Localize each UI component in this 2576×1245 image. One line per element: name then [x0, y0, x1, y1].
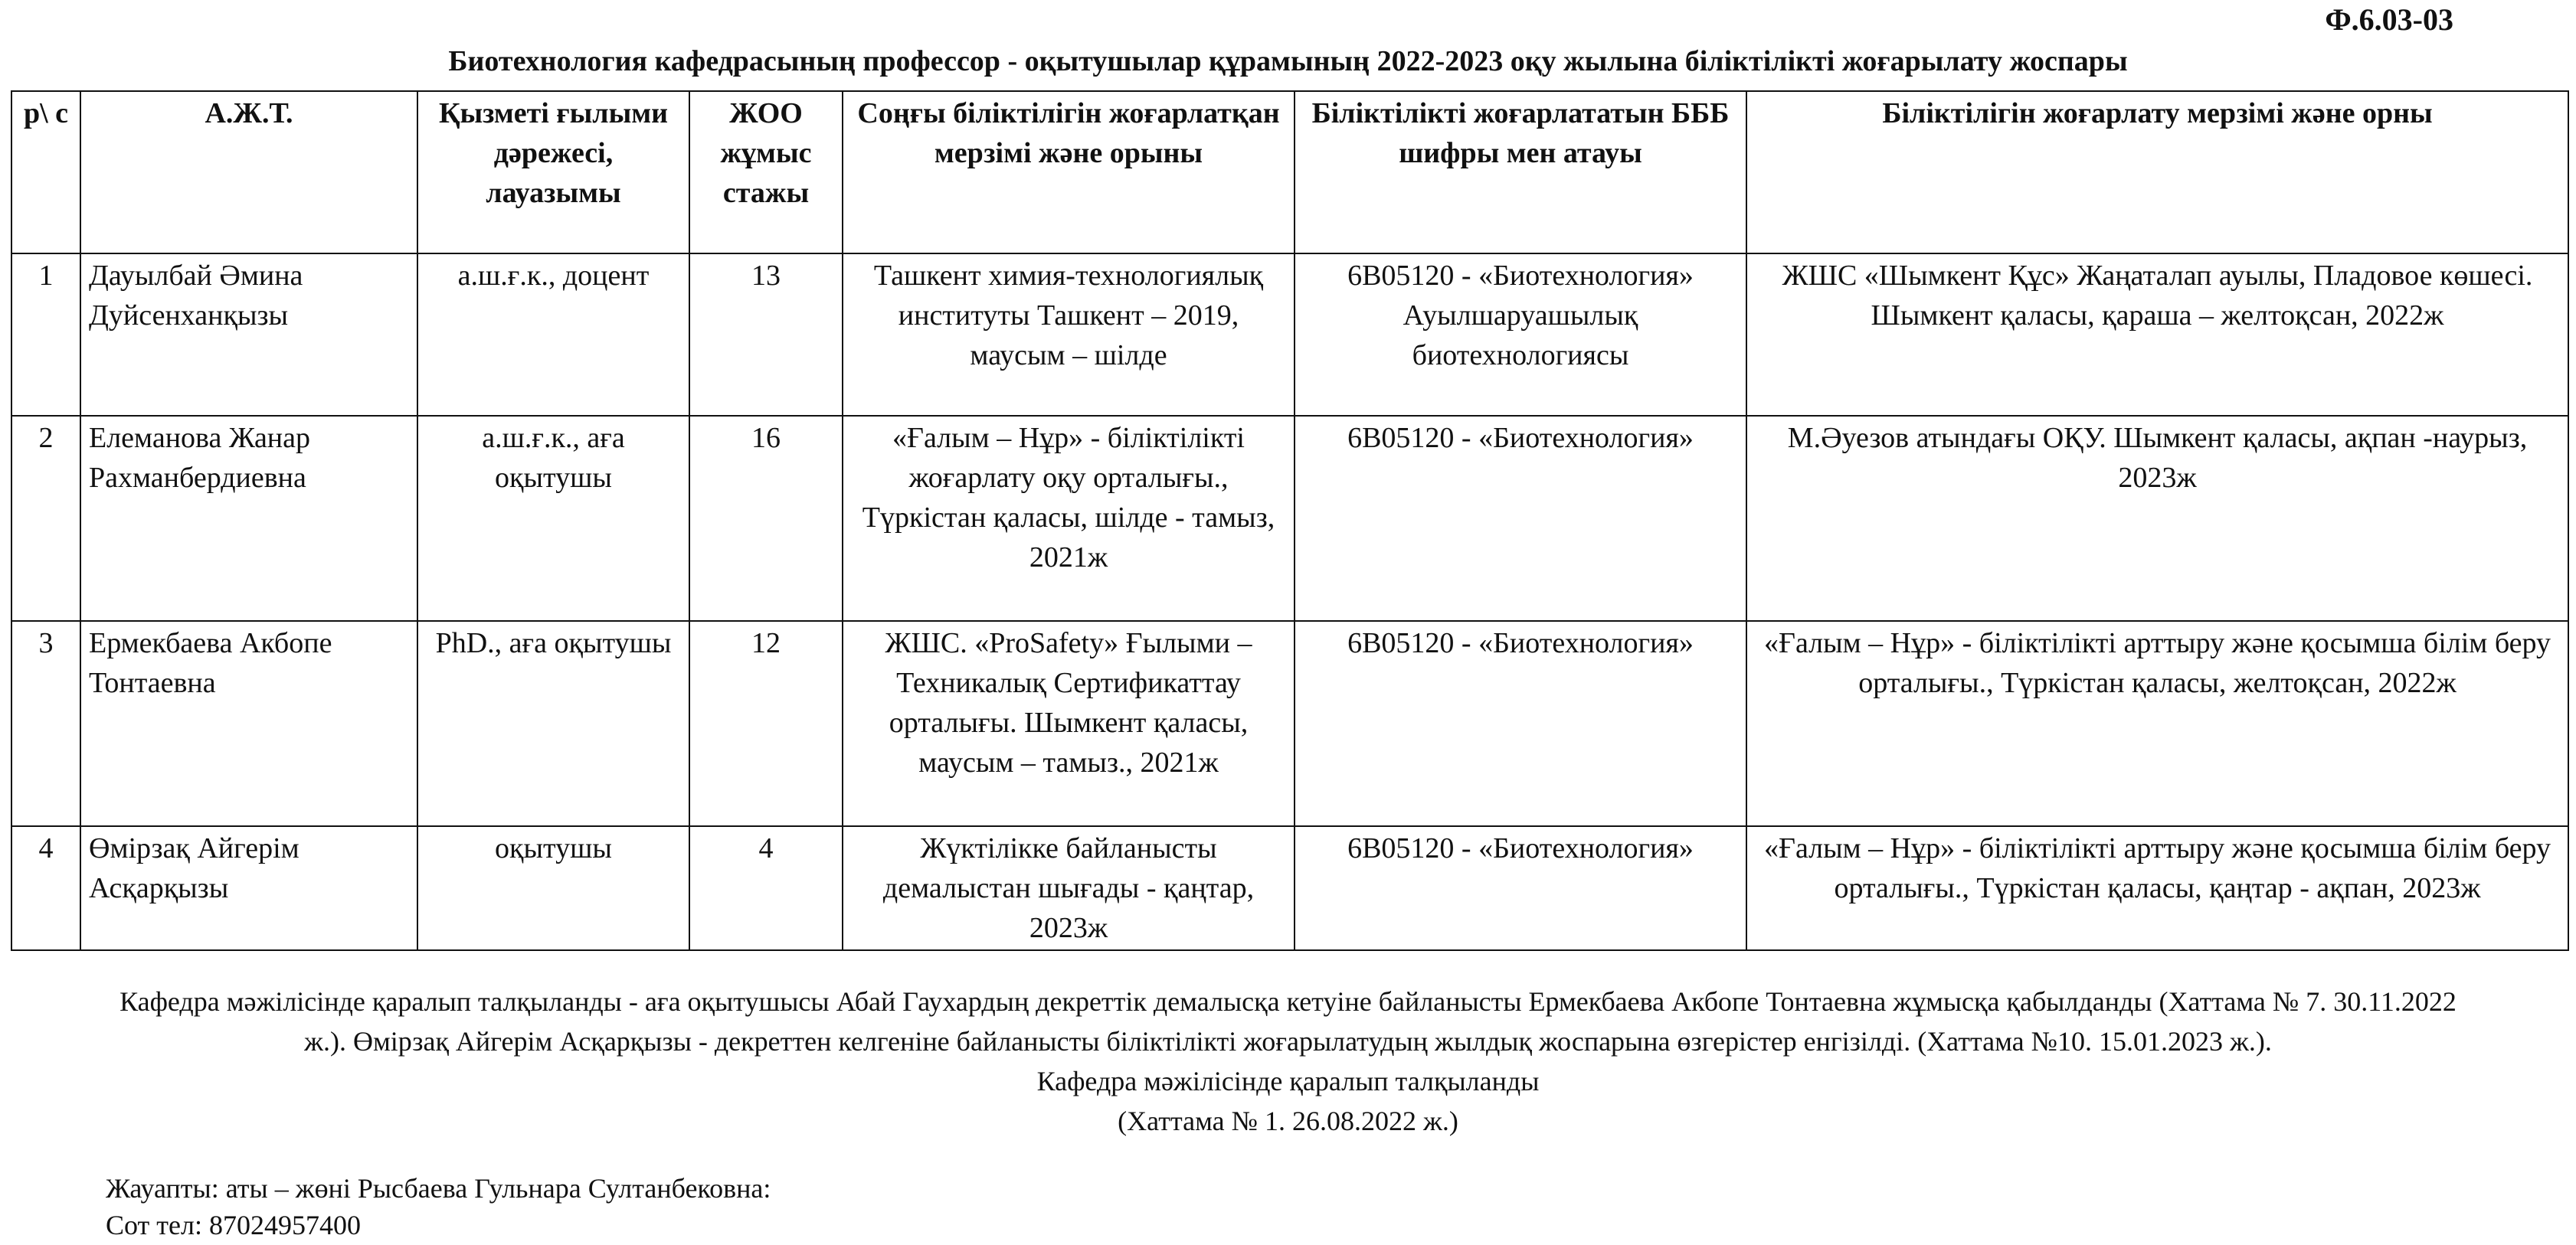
table-header-row [11, 91, 2568, 253]
cell-last-training: Жүктілікке байланысты демалыстан шығады - қаңтар, 2023ж [843, 826, 1295, 950]
cell-experience: 16 [689, 416, 843, 621]
cell-experience: 4 [689, 826, 843, 950]
header-training-plan: Біліктілігін жоғарлату мерзімі және орны [1746, 91, 2568, 253]
header-experience: ЖОО жұмыс стажы [689, 91, 843, 253]
header-full-name: А.Ж.Т. [80, 91, 417, 253]
header-position: Қызметі ғылыми дәрежесі, лауазымы [417, 91, 689, 253]
qualification-plan-table [11, 90, 2569, 951]
form-code: Ф.6.03-03 [2325, 2, 2453, 37]
cell-last-training: Ташкент химия-технологиялық институты Ташкент – 2019, маусым – шілде [843, 253, 1295, 416]
meeting-notes [0, 982, 2576, 1141]
cell-full-name: Ермекбаева Акбопе Тонтаевна [80, 621, 417, 826]
cell-experience: 13 [689, 253, 843, 416]
cell-training-plan: ЖШС «Шымкент Құс» Жаңаталап ауылы, Пладовое көшесі. Шымкент қаласы, қараша – желтоқсан, 2022ж [1746, 253, 2568, 416]
cell-position: а.ш.ғ.к., доцент [417, 253, 689, 416]
header-row-number: р\ с [11, 91, 80, 253]
cell-program: 6В05120 - «Биотехнология» Ауылшаруашылық биотехнологиясы [1295, 253, 1746, 416]
notes-paragraph: Кафедра мәжілісінде қаралып талқыланды - аға оқытушысы Абай Гаухардың декреттік демалысқа кетуіне байланысты Ермекбаева Акбопе Тонтаевна жұмысқа қабылданды (Хаттама № 7. 30.11.2022 ж.). Өмірзақ Айгерім Асқарқызы - декреттен келгеніне байланысты біліктілікті жоғарылатудың жылдық жоспарына өзгерістер енгізілді. (Хаттама №10. 15.01.2023 ж.). [119, 986, 2457, 1057]
cell-experience: 12 [689, 621, 843, 826]
cell-last-training: «Ғалым – Нұр» - біліктілікті жоғарлату оқу орталығы., Түркістан қаласы, шілде - тамыз, 2021ж [843, 416, 1295, 621]
phone-number: Сот тел: 87024957400 [106, 1210, 361, 1240]
cell-program: 6В05120 - «Биотехнология» [1295, 826, 1746, 950]
footer [106, 1170, 771, 1243]
cell-row-number: 3 [11, 621, 80, 826]
cell-position: оқытушы [417, 826, 689, 950]
table-row [11, 416, 2568, 621]
cell-program: 6В05120 - «Биотехнология» [1295, 621, 1746, 826]
cell-position: а.ш.ғ.к., аға оқытушы [417, 416, 689, 621]
header-last-training: Соңғы біліктілігін жоғарлатқан мерзімі және орыны [843, 91, 1295, 253]
notes-protocol-line: (Хаттама № 1. 26.08.2022 ж.) [1118, 1106, 1458, 1136]
document-title: Биотехнология кафедрасының профессор - оқытушылар құрамының 2022-2023 оқу жылына біліктілікті жоғарылату жоспары [448, 45, 2128, 77]
cell-training-plan: М.Әуезов атындағы ОҚУ. Шымкент қаласы, ақпан -наурыз, 2023ж [1746, 416, 2568, 621]
cell-position: PhD., аға оқытушы [417, 621, 689, 826]
table-row [11, 253, 2568, 416]
cell-program: 6В05120 - «Биотехнология» [1295, 416, 1746, 621]
responsible-person: Жауапты: аты – жөні Рысбаева Гульнара Султанбековна: [106, 1173, 771, 1204]
notes-discussed-line: Кафедра мәжілісінде қаралып талқыланды [1036, 1066, 1540, 1096]
cell-row-number: 4 [11, 826, 80, 950]
cell-full-name: Өмірзақ Айгерім Асқарқызы [80, 826, 417, 950]
cell-last-training: ЖШС. «ProSafety» Ғылыми – Техникалық Сертификаттау орталығы. Шымкент қаласы, маусым – тамыз., 2021ж [843, 621, 1295, 826]
cell-row-number: 2 [11, 416, 80, 621]
cell-training-plan: «Ғалым – Нұр» - біліктілікті арттыру және қосымша білім беру орталығы., Түркістан қаласы, қаңтар - ақпан, 2023ж [1746, 826, 2568, 950]
cell-full-name: Дауылбай Әмина Дуйсенханқызы [80, 253, 417, 416]
cell-full-name: Елеманова Жанар Рахманбердиевна [80, 416, 417, 621]
table-row [11, 621, 2568, 826]
header-program: Біліктілікті жоғарлататын БББ шифры мен атауы [1295, 91, 1746, 253]
cell-row-number: 1 [11, 253, 80, 416]
table-row [11, 826, 2568, 950]
cell-training-plan: «Ғалым – Нұр» - біліктілікті арттыру және қосымша білім беру орталығы., Түркістан қаласы, желтоқсан, 2022ж [1746, 621, 2568, 826]
